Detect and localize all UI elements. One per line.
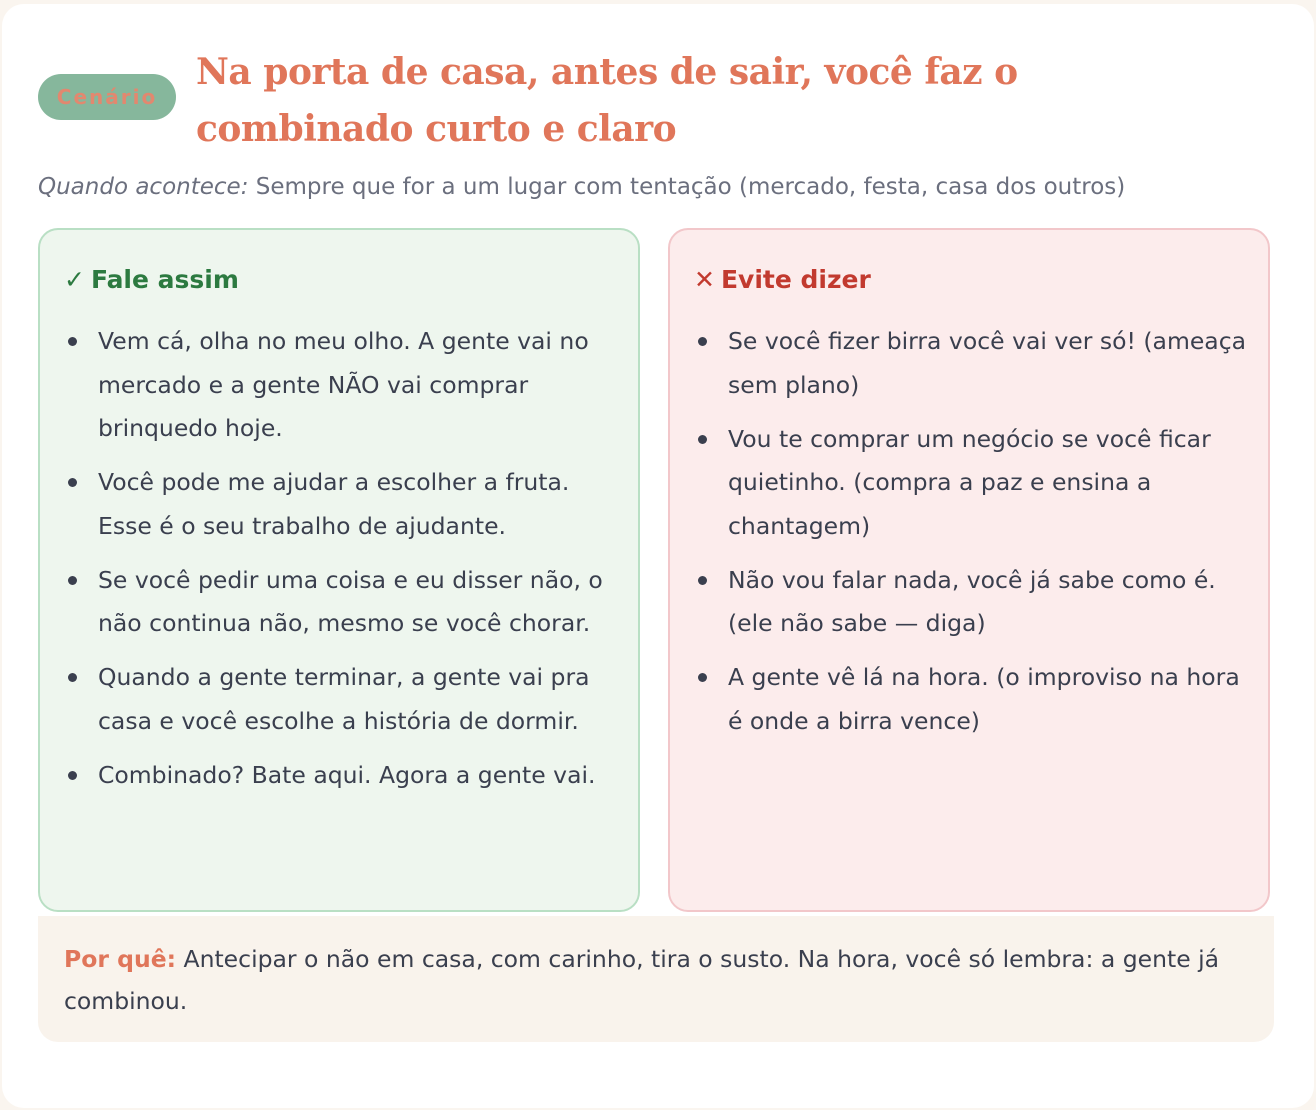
scenario-badge: Cenário [38,74,176,120]
say-this-heading [64,264,239,296]
why-text: Antecipar o não em casa, com carinho, tira o susto. Na hora, você só lembra: a gente já combinou. [64,945,1220,1015]
avoid-saying-heading-label: Evite dizer [720,265,871,294]
bullet-icon [698,673,707,682]
say-this-heading-label: Fale assim [90,265,239,294]
when-happens [38,168,1258,206]
list-item-text: Vou te comprar um negócio se você ficar quietinho. (compra a paz e ensina a chantagem) [728,424,1211,540]
bullet-icon [698,576,707,585]
bullet-icon [68,337,77,346]
when-label: Quando acontece: [38,174,249,200]
say-this-panel [38,228,640,912]
when-text: Sempre que for a um lugar com tentação (mercado, festa, casa dos outros) [248,174,1126,200]
check-icon: ✓ [64,265,85,294]
avoid-saying-panel [668,228,1270,912]
list-item-text: Quando a gente terminar, a gente vai pra casa e você escolhe a história de dormir. [98,663,590,735]
why-note [38,916,1274,1042]
bullet-icon [698,435,707,444]
list-item-text: Se você pedir uma coisa e eu disser não, o não continua não, mesmo se você chorar. [98,565,603,637]
cross-icon: ✕ [694,265,715,294]
scenario-title: Na porta de casa, antes de sair, você faz o combinado curto e claro [196,51,1018,150]
bullet-icon [698,337,707,346]
list-item-text: A gente vê lá na hora. (o improviso na hora é onde a birra vence) [728,663,1240,735]
list-item [98,461,628,548]
list-item [98,559,628,646]
list-item-text: Não vou falar nada, você já sabe como é. (ele não sabe — diga) [728,565,1216,637]
list-item [728,418,1258,549]
list-item-text: Você pode me ajudar a escolher a fruta. Esse é o seu trabalho de ajudante. [98,468,570,540]
bullet-icon [68,576,77,585]
bullet-icon [68,478,77,487]
bullet-icon [68,771,77,780]
list-item-text: Vem cá, olha no meu olho. A gente vai no mercado e a gente NÃO vai comprar brinquedo hoje. [98,327,589,442]
avoid-saying-heading [694,264,871,296]
list-item [728,656,1258,743]
avoid-saying-list [728,320,1258,754]
list-item [728,320,1258,407]
list-item [98,754,628,798]
why-label: Por quê: [64,945,177,973]
say-this-list [98,320,628,808]
list-item [98,656,628,743]
list-item-text: Se você fizer birra você vai ver só! (ameaça sem plano) [728,327,1247,399]
list-item [728,559,1258,646]
list-item [98,320,628,451]
bullet-icon [68,673,77,682]
list-item-text: Combinado? Bate aqui. Agora a gente vai. [98,760,596,789]
